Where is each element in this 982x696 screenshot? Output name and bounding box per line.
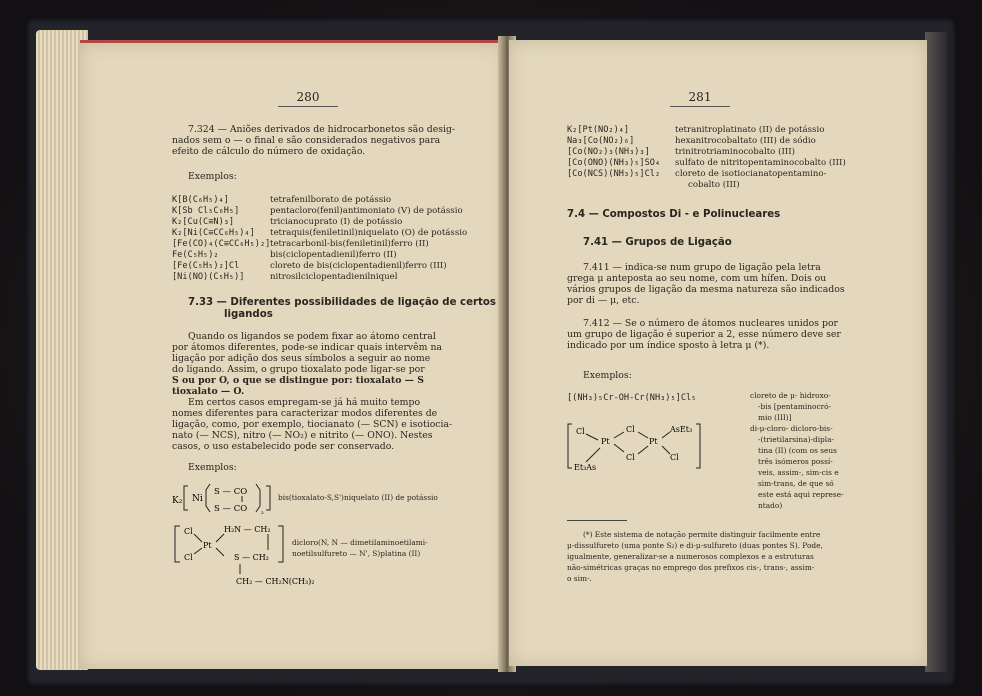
compound-name: tricianocuprato (I) de potássio	[270, 217, 403, 227]
examples-label-right: Exemplos:	[583, 370, 632, 381]
formula: K₂[Pt(NO₂)₄]	[567, 125, 630, 135]
platinum-structure	[170, 520, 315, 592]
platinum-left: Pt	[601, 437, 610, 446]
platinum-right: Pt	[649, 437, 658, 446]
example-1-formula: [(NH₃)₅Cr-OH-Cr(NH₃)₅]Cl₅	[567, 393, 697, 403]
s-co-bottom: S — CO	[214, 504, 248, 514]
example-a-name: bis(tioxalato-S,S')niquelato (II) de potássio	[278, 493, 438, 502]
compound-name: cloreto de isotiocianatopentaminо-	[675, 169, 827, 179]
heading-7-4: 7.4 — Compostos Di - e Polinucleares	[567, 209, 781, 220]
compound-name: cobalto (III)	[688, 180, 740, 190]
s-co-top: S — CO	[214, 487, 248, 497]
compound-name: trinitrotriaminocobalto (III)	[675, 147, 795, 157]
compound-name: nitrosilciclopentadienilniquel	[270, 272, 398, 282]
potassium-label: K₂	[172, 496, 183, 506]
formula: Fe(C₅H₅)₂	[172, 250, 219, 260]
bottom-chain: CH₂ — CH₂N(CH₃)₂	[236, 577, 315, 586]
diplatinum-structure	[566, 418, 706, 474]
amine-group: H₂N — CH₂	[224, 525, 271, 534]
formula: Na₃[Co(NO₂)₆]	[567, 136, 635, 146]
platinum-label: Pt	[203, 541, 212, 550]
subscript-2: ₂	[261, 508, 264, 516]
heading-7-41: 7.41 — Grupos de Ligação	[583, 237, 732, 248]
chlorine-bottom: Cl	[184, 553, 193, 562]
formula: [Co(NO₂)₃(NH₃)₃]	[567, 147, 650, 157]
formula: K₂[Cu(C≡N)₃]	[172, 217, 235, 227]
examples-label-1: Exemplos:	[188, 171, 237, 182]
compound-name: bis(ciclopentadienil)ferro (II)	[270, 250, 397, 260]
thioxalate-structure	[170, 478, 280, 518]
bridging-chlorine-bottom: Cl	[626, 453, 635, 462]
sulfur-group: S — CH₂	[234, 553, 269, 562]
right-cover-edge	[925, 32, 947, 672]
compound-name: tetraquis(feniletinil)niquelato (O) de potássio	[270, 228, 468, 238]
compound-name: tetracarbonil-bis(feniletinil)ferro (II)	[270, 239, 429, 249]
triethylarsine-right: AsEt₃	[670, 425, 693, 434]
formula: [Ni(NO)(C₅H₅)]	[172, 272, 245, 282]
formula: K₂[Ni(C≡CC₆H₅)₄]	[172, 228, 255, 238]
triethylarsine-left: Et₃As	[574, 463, 597, 472]
compound-name: tetrafenilborato de potássio	[270, 195, 392, 205]
compound-name: cloreto de bis(ciclopentadienil)ferro (III)	[270, 261, 447, 271]
chlorine-top-left: Cl	[576, 427, 585, 436]
formula: [Co(ONO)(NH₃)₅]SO₄	[567, 158, 661, 168]
formula: K[Sb Cl₅C₆H₅]	[172, 206, 240, 216]
left-page-number: 280	[278, 90, 338, 107]
footnote-rule	[567, 520, 627, 521]
right-page-number: 281	[670, 90, 730, 107]
compound-name: hexanitrocobaltato (III) de sódio	[675, 136, 816, 146]
compound-name: tetranitroplatinato (II) de potássio	[675, 125, 825, 135]
formula: [Fe(C₅H₅)₂]Cl	[172, 261, 240, 271]
formula: [Co(NCS)(NH₃)₅]Cl₂	[567, 169, 661, 179]
compound-name: sulfato de nitritopentaminocobalto (III)	[675, 158, 846, 168]
examples-label-2: Exemplos:	[188, 462, 237, 473]
formula: [Fe(CO)₄(C≡CC₆H₅)₂]	[172, 239, 271, 249]
chlorine-bottom-right: Cl	[670, 453, 679, 462]
chlorine-top: Cl	[184, 527, 193, 536]
bridging-chlorine-top: Cl	[626, 425, 635, 434]
formula: K[B(C₆H₅)₄]	[172, 195, 229, 205]
compound-name: pentacloro(fenil)antimoniato (V) de potássio	[270, 206, 463, 216]
nickel-label: Ni	[192, 494, 203, 504]
